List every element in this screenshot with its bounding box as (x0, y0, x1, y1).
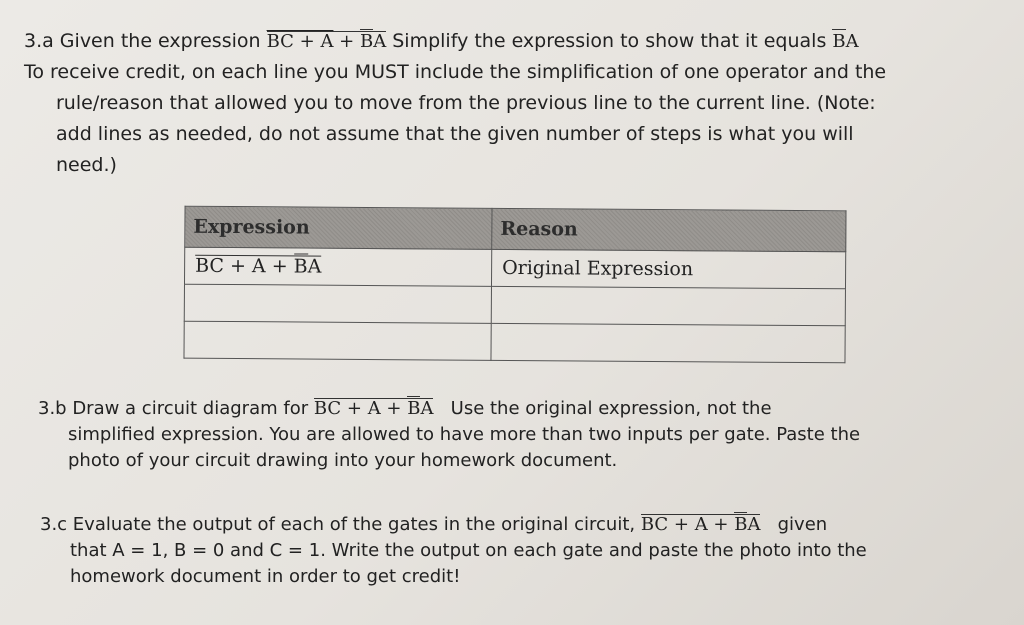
q3a-line-1 (24, 26, 974, 57)
q3c-expr-plus: + (707, 514, 735, 535)
q3a-line-4: add lines as needed, do not assume that the given number of steps is what you will (56, 123, 854, 145)
expr-plus: + (333, 31, 360, 52)
q3c-expr-b: B (734, 514, 748, 535)
table-header-row (185, 206, 846, 252)
expression-cell (184, 284, 491, 323)
simplification-table (183, 206, 846, 364)
target-a: A (845, 31, 859, 52)
q3c-line-1 (40, 512, 970, 538)
q3b-expression (314, 396, 434, 422)
header-expression: Expression (185, 206, 492, 249)
target-expression (832, 26, 858, 57)
reason-cell (491, 286, 845, 325)
q3b-expr-a: A (420, 398, 434, 419)
table-row (184, 247, 845, 289)
q3b-expr-inner: BC + A (313, 398, 381, 419)
q3b-instruction-text: Use the original expression, not the (444, 398, 772, 419)
reason-cell: Original Expression (491, 249, 845, 288)
q3a-line-3: rule/reason that allowed you to move from the previous line to the current line. (Note: (56, 92, 876, 114)
question-3b (38, 396, 968, 474)
given-expression (267, 26, 387, 57)
q3c-expression (641, 512, 761, 538)
question-3a (24, 26, 974, 181)
expression-cell (184, 321, 491, 360)
question-3c (40, 512, 970, 590)
row-expr-a: A (307, 255, 322, 278)
q3b-line-3: photo of your circuit drawing into your homework document. (68, 450, 618, 471)
expression-cell (184, 247, 491, 286)
expr-a: A (373, 31, 387, 52)
q3a-instruction-text: Simplify the expression to show that it equals (386, 30, 833, 52)
q3c-given-text: given (771, 514, 828, 535)
q3c-line-2: that A = 1, B = 0 and C = 1. Write the output on each gate and paste the photo into the (70, 540, 867, 561)
row-expr-b: B (293, 255, 308, 278)
q3b-line-1 (38, 396, 968, 422)
q3c-expr-inner: BC + A (640, 514, 708, 535)
q3c-expr-a: A (747, 514, 761, 535)
q3a-line-5: need.) (56, 154, 117, 176)
q3b-intro-text: 3.b Draw a circuit diagram for (38, 398, 314, 419)
table-row (184, 321, 845, 363)
q3b-expr-plus: + (380, 398, 408, 419)
q3a-intro-text: 3.a Given the expression (24, 30, 267, 52)
target-b-complement: B (832, 31, 846, 52)
row-expr-plus: + (265, 255, 294, 278)
q3c-line-3: homework document in order to get credit! (70, 566, 461, 587)
q3c-intro-text: 3.c Evaluate the output of each of the gates in the original circuit, (40, 514, 641, 535)
row-expr-inner: BC + A (195, 254, 266, 278)
reason-cell (491, 323, 845, 362)
expr-inner-term: BC + A (266, 31, 334, 52)
q3a-line-2: To receive credit, on each line you MUST include the simplification of one operator and the (24, 61, 887, 83)
q3b-line-2: simplified expression. You are allowed to have more than two inputs per gate. Paste the (68, 424, 861, 445)
expr-b-complement: B (359, 31, 374, 52)
header-reason: Reason (492, 208, 846, 251)
table-row (184, 284, 845, 326)
q3b-expr-b: B (407, 398, 421, 419)
